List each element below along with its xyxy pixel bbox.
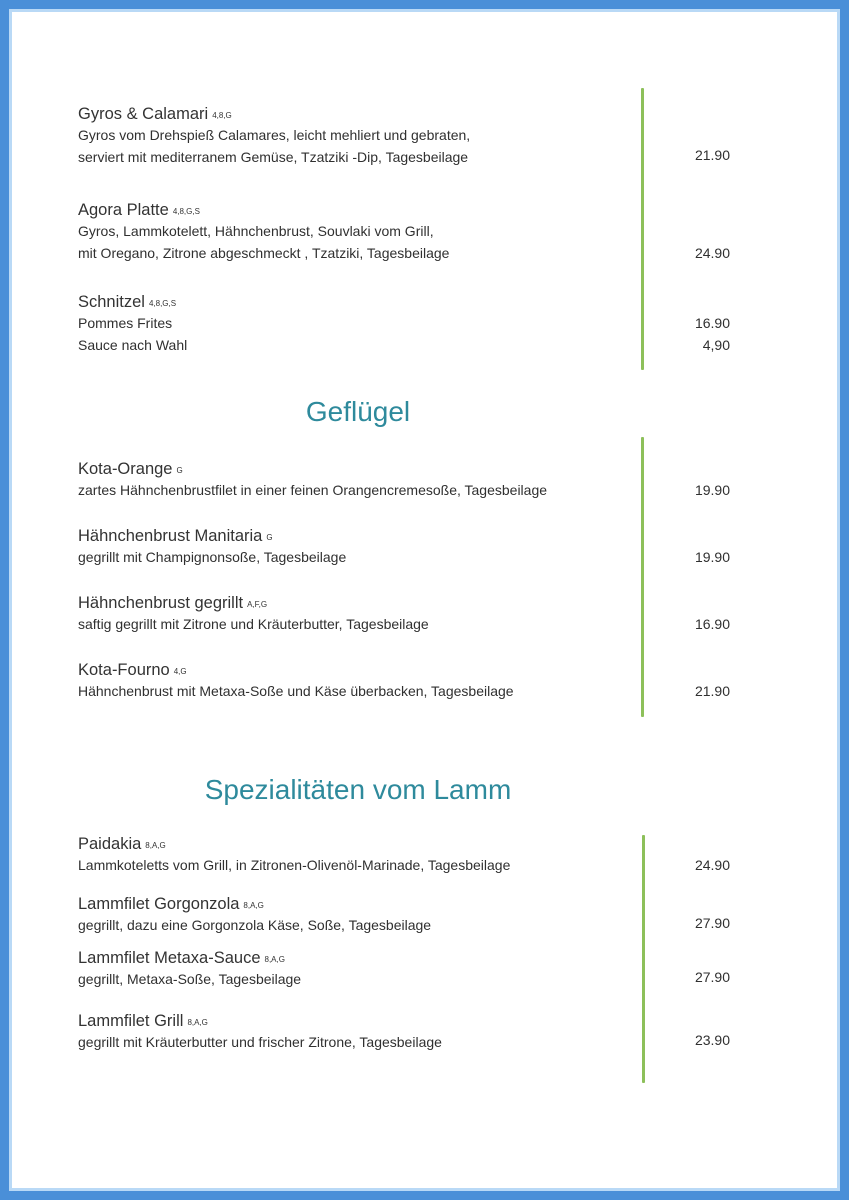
item-allergens: 8,A,G bbox=[264, 955, 285, 964]
item-price: 19.90 bbox=[694, 549, 730, 565]
item-allergens: 4,8,G,S bbox=[148, 299, 177, 308]
sauce-price: 4,90 bbox=[702, 337, 730, 353]
item-allergens: G bbox=[266, 533, 273, 542]
item-price: 21.90 bbox=[694, 683, 730, 699]
item-description: gegrillt mit Kräuterbutter und frischer Zitrone, Tagesbeilage bbox=[78, 1034, 442, 1050]
item-allergens: 8,A,G bbox=[145, 841, 166, 850]
menu-item bbox=[78, 1011, 738, 1053]
item-allergens: 8,A,G bbox=[243, 901, 264, 910]
item-name: Agora Platte bbox=[78, 201, 169, 219]
menu-item bbox=[78, 459, 738, 501]
item-description: zartes Hähnchenbrustfilet in einer feinen Orangencremesoße, Tagesbeilage bbox=[78, 482, 548, 498]
item-price: 19.90 bbox=[694, 482, 730, 498]
item-name: Schnitzel bbox=[78, 293, 145, 311]
item-price: 27.90 bbox=[694, 915, 730, 931]
item-name: Gyros & Calamari bbox=[78, 105, 209, 123]
item-allergens: G bbox=[176, 466, 183, 475]
menu-item bbox=[78, 834, 738, 876]
item-allergens: 8,A,G bbox=[187, 1018, 208, 1027]
item-allergens: A,F,G bbox=[247, 600, 268, 609]
menu-item bbox=[78, 200, 738, 264]
item-description: Gyros, Lammkotelett, Hähnchenbrust, Souvlaki vom Grill, bbox=[78, 223, 434, 239]
item-price: 24.90 bbox=[694, 245, 730, 261]
menu-item bbox=[78, 292, 738, 356]
item-description: gegrillt, dazu eine Gorgonzola Käse, Soße, Tagesbeilage bbox=[78, 917, 432, 933]
item-allergens: 4,8,G,S bbox=[172, 207, 200, 216]
item-description: gegrillt mit Champignonsoße, Tagesbeilage bbox=[78, 549, 347, 565]
item-name: Lammfilet Metaxa-Sauce bbox=[78, 949, 261, 967]
section-title-lamm: Spezialitäten vom Lamm bbox=[204, 774, 512, 805]
item-name: Kota-Orange bbox=[78, 460, 173, 478]
item-price: 21.90 bbox=[694, 147, 730, 163]
item-description: mit Oregano, Zitrone abgeschmeckt , Tzatziki, Tagesbeilage bbox=[78, 245, 450, 261]
item-name: Paidakia bbox=[78, 835, 142, 853]
item-description: saftig gegrillt mit Zitrone und Kräuterbutter, Tagesbeilage bbox=[78, 616, 429, 632]
item-price: 27.90 bbox=[694, 969, 730, 985]
item-description: Lammkoteletts vom Grill, in Zitronen-Olivenöl-Marinade, Tagesbeilage bbox=[78, 857, 511, 873]
item-name: Lammfilet Gorgonzola bbox=[78, 895, 240, 913]
item-name: Hähnchenbrust gegrillt bbox=[78, 594, 244, 612]
item-price: 23.90 bbox=[694, 1032, 730, 1048]
item-allergens: 4,8,G bbox=[212, 111, 232, 120]
menu-item bbox=[78, 593, 738, 635]
item-price: 24.90 bbox=[694, 857, 730, 873]
menu-item bbox=[78, 894, 738, 936]
item-description: Sauce nach Wahl bbox=[78, 337, 188, 353]
item-price: 16.90 bbox=[694, 616, 730, 632]
item-name: Lammfilet Grill bbox=[78, 1012, 184, 1030]
item-name: Hähnchenbrust Manitaria bbox=[78, 527, 263, 545]
item-description: Gyros vom Drehspieß Calamares, leicht mehliert und gebraten, bbox=[78, 127, 471, 143]
menu-item bbox=[78, 948, 738, 990]
item-allergens: 4,G bbox=[173, 667, 187, 676]
item-description: Hähnchenbrust mit Metaxa-Soße und Käse überbacken, Tagesbeilage bbox=[78, 683, 514, 699]
item-price: 16.90 bbox=[694, 315, 730, 331]
item-description: Pommes Frites bbox=[78, 315, 173, 331]
item-description: serviert mit mediterranem Gemüse, Tzatziki -Dip, Tagesbeilage bbox=[78, 149, 469, 165]
section-title-gefluegel: Geflügel bbox=[305, 396, 411, 427]
item-name: Kota-Fourno bbox=[78, 661, 170, 679]
item-description: gegrillt, Metaxa-Soße, Tagesbeilage bbox=[78, 971, 302, 987]
menu-item bbox=[78, 526, 738, 568]
menu-item bbox=[78, 104, 738, 168]
menu-item bbox=[78, 660, 738, 702]
